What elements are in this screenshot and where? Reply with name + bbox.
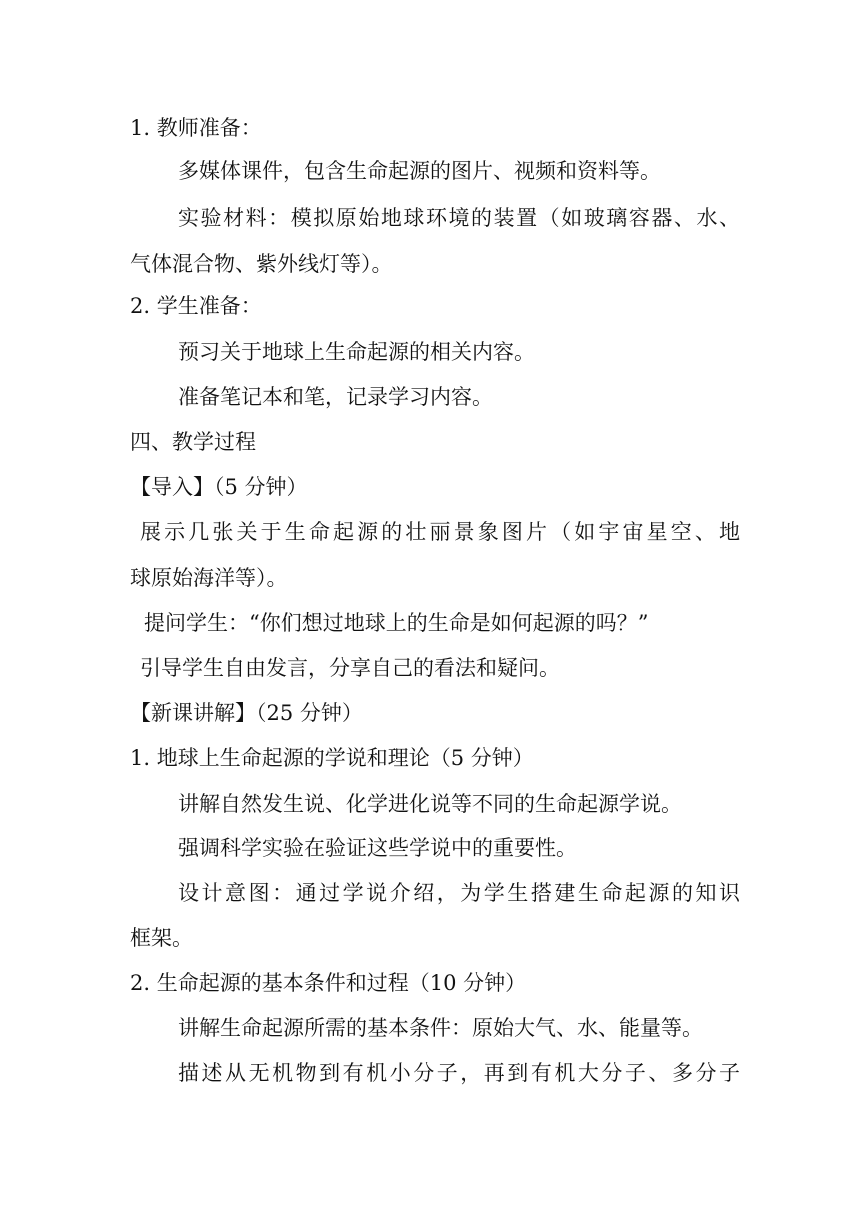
section-heading-teacher-prep: 1. 教师准备： bbox=[130, 116, 262, 140]
section-heading-theories: 1. 地球上生命起源的学说和理论（5 分钟） bbox=[130, 746, 534, 770]
section-heading-conditions: 2. 生命起源的基本条件和过程（10 分钟） bbox=[130, 971, 527, 995]
paragraph-line: 准备笔记本和笔，记录学习内容。 bbox=[178, 385, 493, 409]
paragraph-line: 描述从无机物到有机小分子，再到有机大分子、多分子 bbox=[178, 1061, 740, 1085]
paragraph-line: 框架。 bbox=[130, 926, 193, 950]
paragraph-line: 引导学生自由发言，分享自己的看法和疑问。 bbox=[140, 656, 560, 680]
paragraph-line: 球原始海洋等）。 bbox=[130, 566, 288, 590]
section-heading-student-prep: 2. 学生准备： bbox=[130, 294, 262, 318]
subsection-heading-intro: 【导入】（5 分钟） bbox=[130, 475, 308, 499]
paragraph-line: 多媒体课件，包含生命起源的图片、视频和资料等。 bbox=[178, 159, 661, 183]
paragraph-line: 讲解自然发生说、化学进化说等不同的生命起源学说。 bbox=[178, 792, 682, 816]
paragraph-line: 实验材料：模拟原始地球环境的装置（如玻璃容器、水、 bbox=[178, 206, 740, 230]
paragraph-line: 提问学生：“你们想过地球上的生命是如何起源的吗？” bbox=[144, 611, 649, 635]
paragraph-line: 预习关于地球上生命起源的相关内容。 bbox=[178, 340, 535, 364]
paragraph-line: 气体混合物、紫外线灯等）。 bbox=[130, 252, 393, 276]
subsection-heading-new-lesson: 【新课讲解】（25 分钟） bbox=[130, 701, 363, 725]
paragraph-line: 展示几张关于生命起源的壮丽景象图片（如宇宙星空、地 bbox=[140, 520, 740, 544]
paragraph-line: 强调科学实验在验证这些学说中的重要性。 bbox=[178, 836, 577, 860]
paragraph-line: 讲解生命起源所需的基本条件：原始大气、水、能量等。 bbox=[178, 1016, 703, 1040]
paragraph-line: 设计意图：通过学说介绍，为学生搭建生命起源的知识 bbox=[178, 881, 740, 905]
section-heading-teaching-process: 四、教学过程 bbox=[130, 430, 256, 454]
